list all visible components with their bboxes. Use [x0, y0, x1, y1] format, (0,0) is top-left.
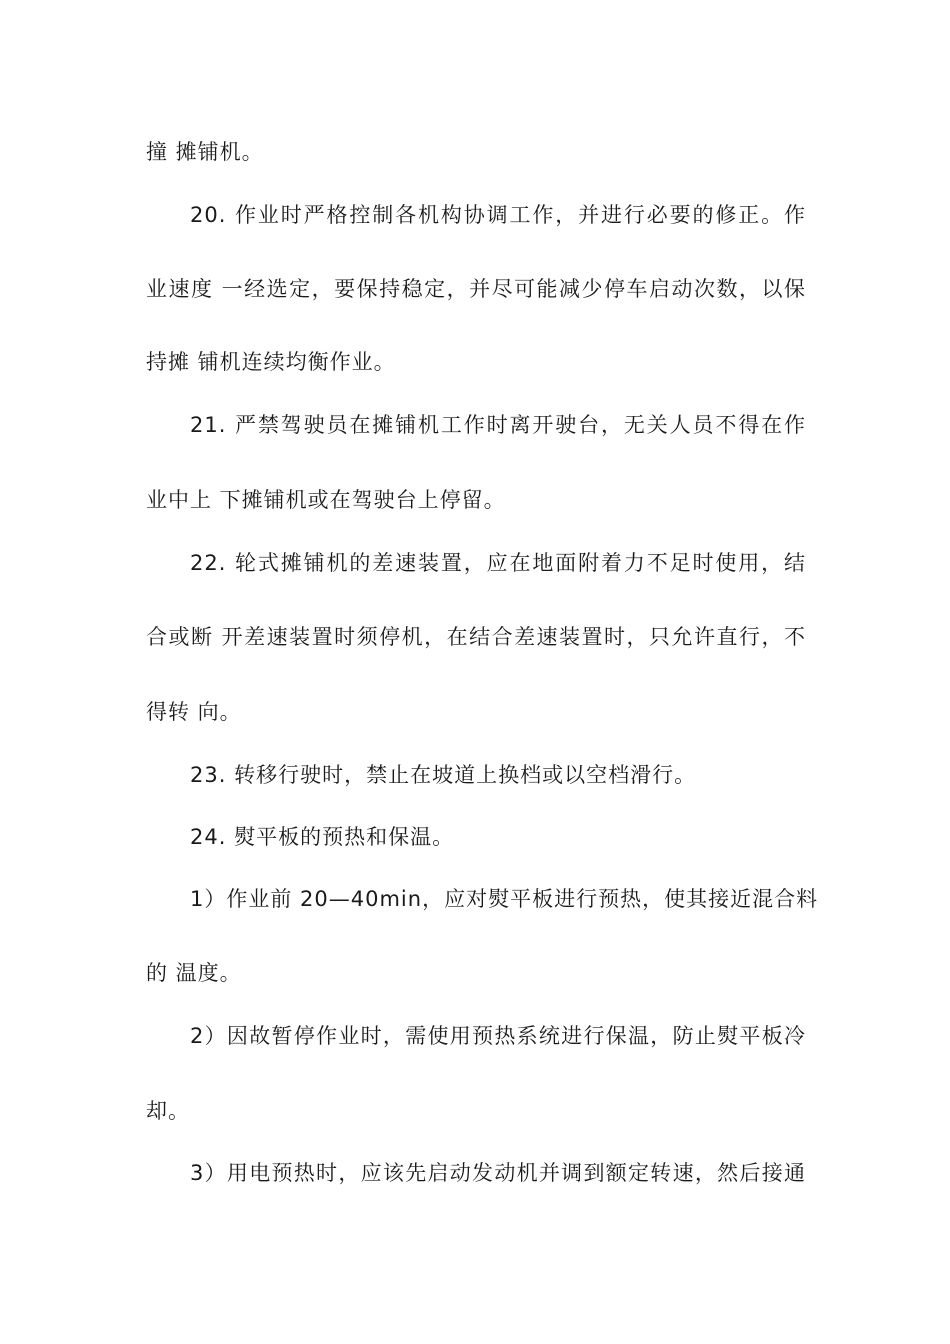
text-line-4: 持摊 铺机连续均衡作业。: [146, 350, 396, 374]
text-line-5: 21. 严禁驾驶员在摊铺机工作时离开驶台，无关人员不得在作: [190, 413, 806, 437]
text-line-13: 的 温度。: [146, 961, 242, 985]
text-line-9: 得转 向。: [146, 700, 242, 724]
text-line-16: 3）用电预热时，应该先启动发动机并调到额定转速，然后接通: [190, 1161, 806, 1185]
text-line-3: 业速度 一经选定，要保持稳定，并尽可能减少停车启动次数，以保: [146, 277, 806, 301]
text-line-15: 却。: [146, 1099, 190, 1123]
text-line-10: 23. 转移行驶时，禁止在坡道上换档或以空档滑行。: [190, 763, 697, 787]
text-line-14: 2）因故暂停作业时，需使用预热系统进行保温，防止熨平板冷: [190, 1024, 806, 1048]
text-line-2: 20. 作业时严格控制各机构协调工作，并进行必要的修正。作: [190, 203, 806, 227]
text-line-8: 合或断 开差速装置时须停机，在结合差速装置时，只允许直行，不: [146, 625, 806, 649]
text-line-7: 22. 轮式摊铺机的差速装置，应在地面附着力不足时使用，结: [190, 551, 806, 575]
text-line-6: 业中上 下摊铺机或在驾驶台上停留。: [146, 488, 506, 512]
text-line-12: 1）作业前 20—40min，应对熨平板进行预热，使其接近混合料: [190, 887, 819, 911]
text-line-1: 撞 摊铺机。: [146, 140, 264, 164]
text-line-11: 24. 熨平板的预热和保温。: [190, 825, 455, 849]
